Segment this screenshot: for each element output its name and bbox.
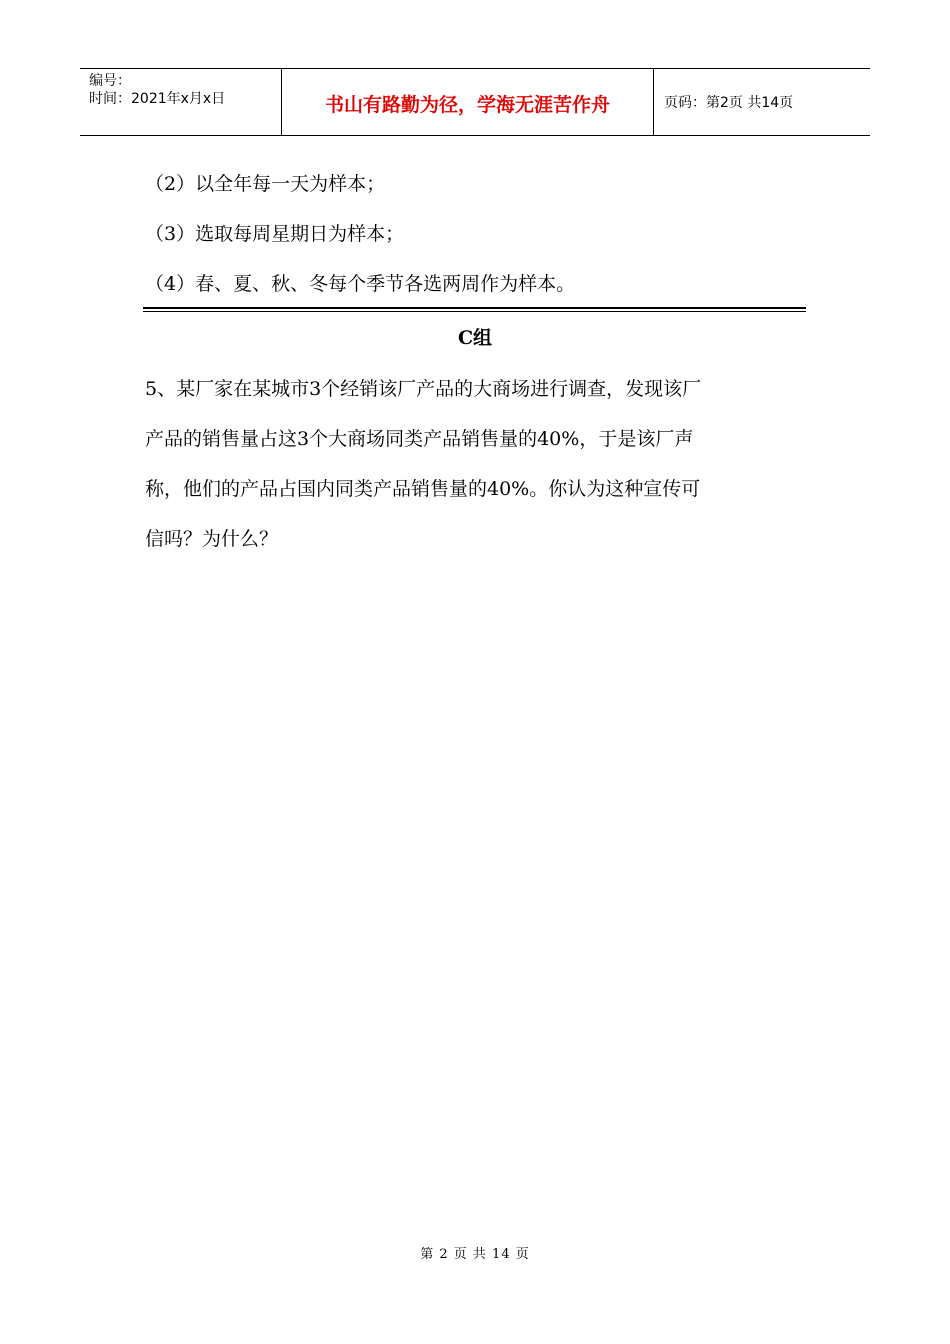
number-label: 编号：	[89, 73, 131, 89]
header-page-info: 页码：第2页 共14页	[664, 95, 794, 111]
question-line-3: 称，他们的产品占国内同类产品销售量的40%。你认为这种宣传可	[145, 478, 701, 500]
time-label: 时间：2021年x月x日	[89, 91, 226, 107]
question-line-1: 5、某厂家在某城市3个经销该厂产品的大商场进行调查，发现该厂	[145, 378, 702, 400]
question-line-2: 产品的销售量占这3个大商场同类产品销售量的40%，于是该厂声	[145, 428, 694, 450]
option-4: （4）春、夏、秋、冬每个季节各选两周作为样本。	[145, 273, 576, 295]
header-meta	[80, 69, 282, 135]
option-2: （2）以全年每一天为样本；	[145, 173, 386, 195]
section-title: C组	[457, 327, 493, 349]
header-motto: 书山有路勤为径，学海无涯苦作舟	[282, 69, 654, 135]
section-divider	[143, 307, 806, 312]
page-header	[80, 68, 870, 136]
question-line-4: 信吗？为什么？	[145, 528, 279, 550]
option-3: （3）选取每周星期日为样本；	[145, 223, 405, 245]
page-footer: 第 2 页 共 14 页	[420, 1247, 530, 1262]
